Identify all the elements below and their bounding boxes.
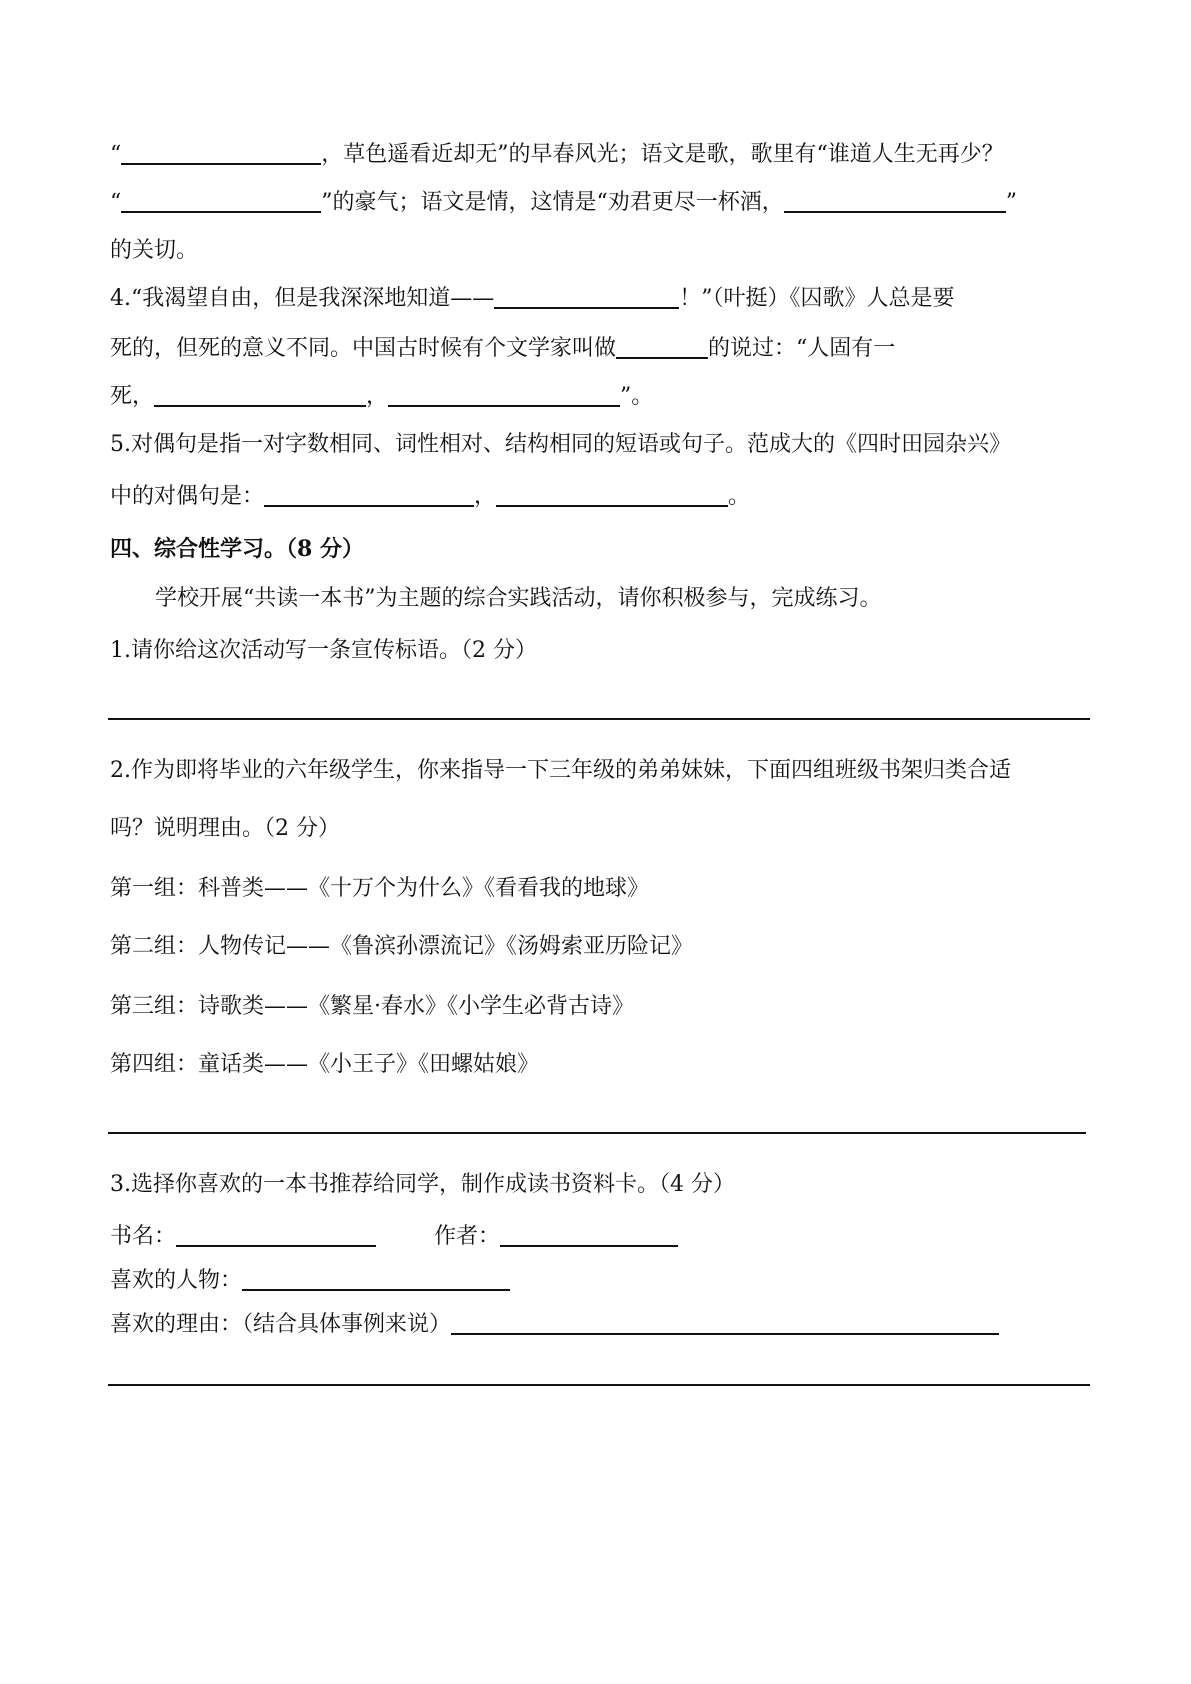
q3-text-1: ，草色遥看近却无”的早春风光；语文是歌，歌里有“谁道人生无再少？	[321, 142, 1004, 167]
q4-text-4: 的说过：“人固有一	[708, 336, 896, 361]
comma: ，	[366, 384, 389, 409]
group-3: 第三组：诗歌类——《繁星·春水》《小学生必背古诗》	[110, 994, 634, 1019]
answer-line-1[interactable]	[108, 718, 1090, 720]
blank-4[interactable]	[494, 285, 679, 309]
group-2: 第二组：人物传记——《鲁滨孙漂流记》《汤姆索亚历险记》	[110, 934, 694, 959]
blank-5[interactable]	[616, 335, 708, 359]
favorite-character-field[interactable]	[242, 1267, 510, 1291]
blank-8[interactable]	[264, 483, 474, 507]
q4-line-1	[110, 284, 1091, 314]
reason-label: 喜欢的理由：（结合具体事例来说）	[110, 1312, 452, 1337]
q4-text-1: 4.“我渴望自由，但是我深深地知道——	[110, 286, 495, 311]
group-4: 第四组：童话类——《小王子》《田螺姑娘》	[110, 1052, 540, 1077]
open-quote: “	[110, 190, 122, 215]
book-name-field[interactable]	[176, 1223, 376, 1247]
author-label: 作者：	[434, 1224, 501, 1249]
answer-line-3[interactable]	[108, 1384, 1090, 1386]
blank-1[interactable]	[121, 141, 321, 165]
q4-text-5: 死，	[110, 384, 155, 409]
q5-line-2	[110, 482, 1091, 512]
sub-question-2-line-1: 2.作为即将毕业的六年级学生，你来指导一下三年级的弟弟妹妹，下面四组班级书架归类合适	[110, 758, 1011, 783]
sub-question-2-line-2: 吗？说明理由。（2 分）	[110, 816, 340, 841]
blank-9[interactable]	[496, 483, 728, 507]
sub-question-1: 1.请你给这次活动写一条宣传标语。（2 分）	[110, 638, 537, 663]
reason-field[interactable]	[451, 1311, 999, 1335]
q4-line-3	[110, 382, 1091, 412]
blank-3[interactable]	[784, 189, 1006, 213]
q5-text-1: 中的对偶句是：	[110, 484, 265, 509]
favorite-character-label: 喜欢的人物：	[110, 1268, 243, 1293]
q3-line-2	[110, 188, 1091, 218]
q3-text-2: ”的豪气；语文是情，这情是“劝君更尽一杯酒，	[321, 190, 784, 215]
q3-line-1	[110, 140, 1091, 170]
q5-line-1: 5.对偶句是指一对字数相同、词性相对、结构相同的短语或句子。范成大的《四时田园杂兴》	[110, 432, 1011, 457]
q3-line-3: 的关切。	[110, 238, 199, 263]
author-field[interactable]	[500, 1223, 678, 1247]
group-1: 第一组：科普类——《十万个为什么》《看看我的地球》	[110, 876, 650, 901]
card-row-3	[110, 1310, 1091, 1340]
section4-heading: 四、综合性学习。（8 分）	[110, 536, 364, 562]
book-name-label: 书名：	[110, 1224, 177, 1249]
blank-7[interactable]	[388, 383, 620, 407]
blank-6[interactable]	[154, 383, 366, 407]
q4-line-2	[110, 334, 1091, 364]
answer-line-2[interactable]	[108, 1132, 1086, 1134]
comma: ，	[474, 484, 497, 509]
q4-text-6: ”。	[620, 384, 654, 409]
card-row-1	[110, 1222, 1091, 1252]
blank-2[interactable]	[121, 189, 321, 213]
open-quote: “	[110, 142, 122, 167]
q4-text-3: 死的，但死的意义不同。中国古时候有个文学家叫做	[110, 336, 617, 361]
close-quote: ”	[1005, 190, 1017, 215]
period: 。	[728, 484, 751, 509]
section4-intro: 学校开展“共读一本书”为主题的综合实践活动，请你积极参与，完成练习。	[155, 586, 882, 611]
q4-text-2: ！”（叶挺）《囚歌》人总是要	[679, 286, 955, 311]
card-row-2	[110, 1266, 1091, 1296]
sub-question-3: 3.选择你喜欢的一本书推荐给同学，制作成读书资料卡。（4 分）	[110, 1172, 735, 1197]
